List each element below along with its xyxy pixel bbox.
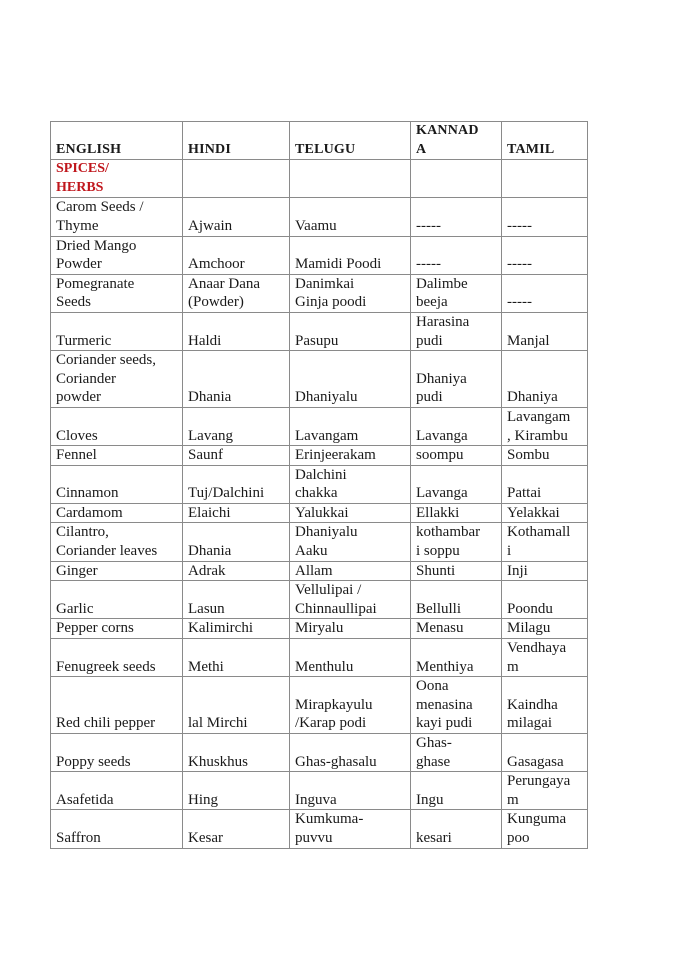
- cell-telugu: Vaamu: [290, 198, 411, 236]
- table-row: [51, 198, 588, 236]
- cell-english: Fenugreek seeds: [51, 639, 183, 677]
- cell-kannada: Bellulli: [411, 581, 502, 619]
- table-row: [51, 446, 588, 466]
- table-row: [51, 677, 588, 734]
- cell-tamil: Inji: [502, 561, 588, 581]
- table-row: [51, 639, 588, 677]
- cell-english: Pepper corns: [51, 619, 183, 639]
- table-row: [51, 561, 588, 581]
- cell-kannada: Menasu: [411, 619, 502, 639]
- section-label: SPICES/ HERBS: [51, 160, 183, 198]
- table-row: [51, 236, 588, 274]
- table-row: [51, 407, 588, 445]
- cell-hindi: Khuskhus: [183, 734, 290, 772]
- header-english: ENGLISH: [51, 122, 183, 160]
- cell-english: Garlic: [51, 581, 183, 619]
- header-telugu: TELUGU: [290, 122, 411, 160]
- cell-english: Poppy seeds: [51, 734, 183, 772]
- empty-cell: [502, 160, 588, 198]
- cell-kannada: Ghas- ghase: [411, 734, 502, 772]
- section-row: [51, 160, 588, 198]
- cell-tamil: Kunguma poo: [502, 810, 588, 848]
- cell-english: Ginger: [51, 561, 183, 581]
- cell-tamil: Poondu: [502, 581, 588, 619]
- cell-telugu: Kumkuma- puvvu: [290, 810, 411, 848]
- cell-telugu: Dhaniyalu: [290, 351, 411, 408]
- cell-hindi: Saunf: [183, 446, 290, 466]
- cell-tamil: Perungaya m: [502, 772, 588, 810]
- empty-cell: [183, 160, 290, 198]
- cell-tamil: Vendhaya m: [502, 639, 588, 677]
- cell-telugu: Dhaniyalu Aaku: [290, 523, 411, 561]
- table-row: [51, 772, 588, 810]
- cell-kannada: Ellakki: [411, 503, 502, 523]
- cell-hindi: Haldi: [183, 312, 290, 350]
- empty-cell: [290, 160, 411, 198]
- cell-kannada: Lavanga: [411, 407, 502, 445]
- table-row: [51, 351, 588, 408]
- cell-english: Cloves: [51, 407, 183, 445]
- cell-kannada: -----: [411, 198, 502, 236]
- cell-telugu: Pasupu: [290, 312, 411, 350]
- cell-english: Coriander seeds, Coriander powder: [51, 351, 183, 408]
- cell-kannada: -----: [411, 236, 502, 274]
- cell-tamil: Milagu: [502, 619, 588, 639]
- cell-tamil: Gasagasa: [502, 734, 588, 772]
- cell-tamil: Kothamall i: [502, 523, 588, 561]
- cell-telugu: Miryalu: [290, 619, 411, 639]
- cell-telugu: Lavangam: [290, 407, 411, 445]
- cell-tamil: Manjal: [502, 312, 588, 350]
- header-row: [51, 122, 588, 160]
- cell-telugu: Vellulipai / Chinnaullipai: [290, 581, 411, 619]
- cell-hindi: Adrak: [183, 561, 290, 581]
- cell-hindi: Elaichi: [183, 503, 290, 523]
- cell-tamil: Yelakkai: [502, 503, 588, 523]
- cell-hindi: lal Mirchi: [183, 677, 290, 734]
- cell-telugu: Allam: [290, 561, 411, 581]
- header-tamil: TAMIL: [502, 122, 588, 160]
- cell-hindi: Kalimirchi: [183, 619, 290, 639]
- cell-english: Turmeric: [51, 312, 183, 350]
- cell-english: Cinnamon: [51, 465, 183, 503]
- cell-hindi: Lavang: [183, 407, 290, 445]
- cell-kannada: kesari: [411, 810, 502, 848]
- table-row: [51, 581, 588, 619]
- table-row: [51, 312, 588, 350]
- cell-telugu: Ghas-ghasalu: [290, 734, 411, 772]
- cell-tamil: Dhaniya: [502, 351, 588, 408]
- cell-english: Dried Mango Powder: [51, 236, 183, 274]
- cell-tamil: Sombu: [502, 446, 588, 466]
- cell-hindi: Lasun: [183, 581, 290, 619]
- cell-telugu: Yalukkai: [290, 503, 411, 523]
- cell-hindi: Kesar: [183, 810, 290, 848]
- cell-telugu: Mirapkayulu /Karap podi: [290, 677, 411, 734]
- cell-tamil: Lavangam , Kirambu: [502, 407, 588, 445]
- cell-kannada: Lavanga: [411, 465, 502, 503]
- cell-kannada: Dalimbe beeja: [411, 274, 502, 312]
- table-row: [51, 810, 588, 848]
- spice-names-table: [50, 121, 588, 849]
- header-hindi: HINDI: [183, 122, 290, 160]
- cell-hindi: Hing: [183, 772, 290, 810]
- cell-tamil: Pattai: [502, 465, 588, 503]
- cell-hindi: Amchoor: [183, 236, 290, 274]
- table-row: [51, 523, 588, 561]
- cell-hindi: Dhania: [183, 351, 290, 408]
- table-row: [51, 274, 588, 312]
- table-row: [51, 619, 588, 639]
- cell-tamil: -----: [502, 274, 588, 312]
- cell-tamil: -----: [502, 236, 588, 274]
- cell-hindi: Tuj/Dalchini: [183, 465, 290, 503]
- cell-kannada: Menthiya: [411, 639, 502, 677]
- cell-english: Cardamom: [51, 503, 183, 523]
- cell-hindi: Anaar Dana (Powder): [183, 274, 290, 312]
- cell-english: Saffron: [51, 810, 183, 848]
- cell-kannada: Harasina pudi: [411, 312, 502, 350]
- cell-hindi: Methi: [183, 639, 290, 677]
- cell-tamil: Kaindha milagai: [502, 677, 588, 734]
- table-row: [51, 503, 588, 523]
- cell-english: Carom Seeds / Thyme: [51, 198, 183, 236]
- cell-telugu: Danimkai Ginja poodi: [290, 274, 411, 312]
- cell-telugu: Mamidi Poodi: [290, 236, 411, 274]
- cell-tamil: -----: [502, 198, 588, 236]
- cell-english: Fennel: [51, 446, 183, 466]
- cell-hindi: Dhania: [183, 523, 290, 561]
- cell-english: Asafetida: [51, 772, 183, 810]
- cell-english: Pomegranate Seeds: [51, 274, 183, 312]
- cell-telugu: Menthulu: [290, 639, 411, 677]
- cell-english: Cilantro, Coriander leaves: [51, 523, 183, 561]
- cell-kannada: Ingu: [411, 772, 502, 810]
- cell-kannada: Dhaniya pudi: [411, 351, 502, 408]
- cell-kannada: kothambar i soppu: [411, 523, 502, 561]
- table-row: [51, 734, 588, 772]
- cell-telugu: Erinjeerakam: [290, 446, 411, 466]
- cell-telugu: Dalchini chakka: [290, 465, 411, 503]
- header-kannada: KANNAD A: [411, 122, 502, 160]
- cell-telugu: Inguva: [290, 772, 411, 810]
- cell-english: Red chili pepper: [51, 677, 183, 734]
- empty-cell: [411, 160, 502, 198]
- cell-hindi: Ajwain: [183, 198, 290, 236]
- cell-kannada: Shunti: [411, 561, 502, 581]
- cell-kannada: soompu: [411, 446, 502, 466]
- table-row: [51, 465, 588, 503]
- cell-kannada: Oona menasina kayi pudi: [411, 677, 502, 734]
